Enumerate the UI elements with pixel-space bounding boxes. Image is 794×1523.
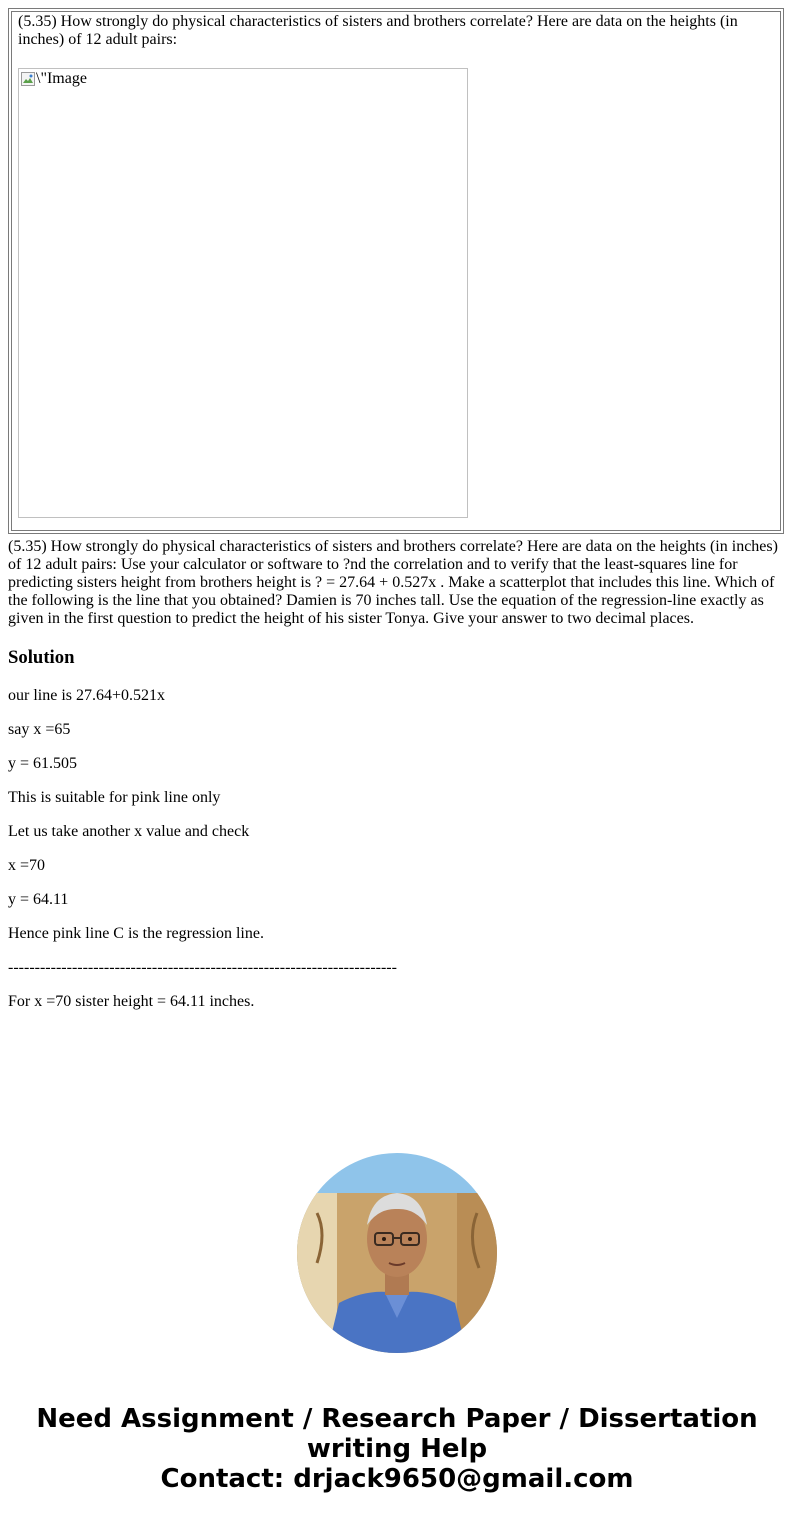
solution-line: say x =65 [8,721,71,738]
question-cell [11,11,781,531]
solution-line: y = 64.11 [8,891,69,908]
broken-image [18,68,468,518]
author-avatar [297,1153,497,1353]
solution-line: y = 61.505 [8,755,78,772]
promo-contact: Contact: drjack9650@gmail.com [160,1464,634,1494]
solution-divider: ------------------------------------------------------------------------- [8,959,397,976]
solution-line: This is suitable for pink line only [8,789,221,806]
solution-line: Let us take another x value and check [8,823,250,840]
solution-line: x =70 [8,857,46,874]
promo-banner [0,1404,794,1494]
solution-answer: For x =70 sister height = 64.11 inches. [8,993,255,1010]
table-question-text: (5.35) How strongly do physical characteristics of sisters and brothers correlate? Here are data on the heights (in inches) of 12 adult pairs: [18,13,738,48]
image-alt-text: \"Image [36,70,87,87]
question-table [8,8,784,534]
question-paragraph: (5.35) How strongly do physical characteristics of sisters and brothers correlate? Here are data on the heights (in inches) of 12 adult pairs: Use your calculator or software to ?nd the correlation and to verify that the least-squares line for predicting sisters height from brothers height is ? = 27.64 + 0.527x . Make a scatterplot that includes this line. Which of the following is the line that you obtained? Damien is 70 inches tall. Use the equation of the regression-line exactly as given in the first question to predict the height of his sister Tonya. Give your answer to two decimal places. [8,538,778,627]
author-photo [297,1153,497,1353]
solution-line: Hence pink line C is the regression line. [8,925,264,942]
broken-image-icon [21,72,35,86]
promo-line: writing Help [306,1434,488,1464]
solution-heading: Solution [8,647,75,668]
solution-line: our line is 27.64+0.521x [8,687,166,704]
promo-line: Need Assignment / Research Paper / Dissertation [36,1404,758,1434]
